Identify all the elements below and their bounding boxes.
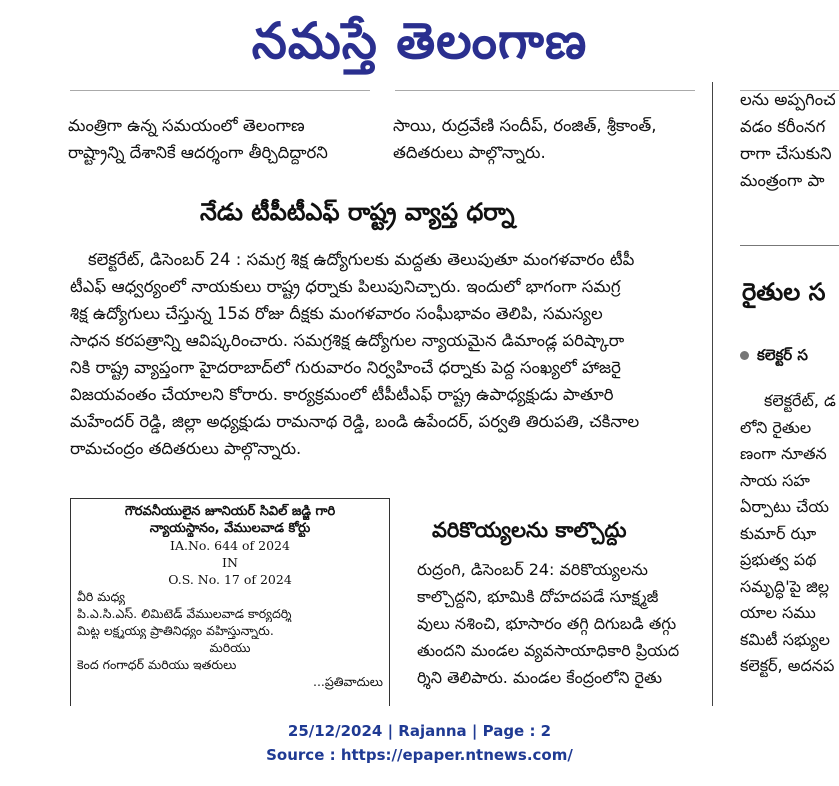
text-line: ప్రభుత్వ పథ [740,550,817,569]
text-line: రాష్ట్రాన్ని దేశానికే ఆదర్శంగా తీర్చిదిద్దారని [68,143,328,162]
notice-os-number: O.S. No. 17 of 2024 [168,572,292,587]
text-line: వులు నశించి, భూసారం తగ్గి దిగుబడి తగ్గు [417,614,677,633]
footer-date-edition: 25/12/2024 | Rajanna | Page : 2 [287,722,552,740]
cut-text-remnant [395,90,695,91]
text-line: ఏర్పాటు చేయ [740,497,829,516]
section-divider [740,245,839,246]
text-line: శిక్ష ఉద్యోగులు చేస్తున్న 15వ రోజు దీక్షకు మంగళవారం సంఘీభావం తెలిపి, సమస్యల [70,304,603,323]
article3-headline: రైతుల స [742,278,826,306]
text-line: సాయి, రుద్రవేణి సందీప్, రంజిత్, శ్రీకాంత్, [393,116,657,135]
text-line: రామచంద్రం తదితరులు పాల్గొన్నారు. [70,439,302,458]
masthead-logo: నమస్తే తెలంగాణ [251,12,588,70]
text-line: యాల సము [740,603,816,622]
text-line: సాధన కరపత్రాన్ని ఆవిష్కరించారు. సమగ్రశిక్ష ఉద్యోగుల న్యాయమైన డిమాండ్ల పరిష్కారా [70,331,625,350]
article3-body [740,388,839,680]
text-line: రుద్రంగి, డిసెంబర్ 24: వరికొయ్యలను [417,560,648,579]
text-line: కాల్చొద్దని, భూమికి దోహదపడే సూక్ష్మజీ [417,587,659,606]
article2-headline: వరికొయ్యలను కాల్చొద్దు [432,518,627,542]
text-line: కమిటీ సభ్యుల [740,629,830,649]
text-line: లోని రైతుల [740,417,812,437]
notice-ia-number: IA.No. 644 of 2024 [170,538,290,553]
text-line: కుమార్ ఝా [740,523,817,543]
bullet-icon [740,351,749,360]
text-line: ర్శిని తెలిపారు. మండల కేంద్రంలోని రైతు [417,668,662,687]
text-line: మహేందర్ రెడ్డి, జిల్లా అధ్యక్షుడు రామనాథ రెడ్డి, బండి ఉపేందర్, పర్వతి తిరుపతి, చకినాల [70,412,640,431]
subhead-text: కలెక్టర్ స [757,346,808,364]
article3-subhead [740,346,808,368]
notice-title: గౌరవనీయులైన జూనియర్ సివిల్ జడ్జి గారి [124,504,336,519]
notice-court: న్యాయస్థానం, వేములవాడ కోర్టు [149,521,311,536]
text-line: కలెక్టరేట్, డ [764,391,836,410]
text-line: లను అప్పగించ [740,90,836,109]
col3-continuation [740,86,839,194]
text-line: టీఎఫ్ ఆధ్వర్యంలో నాయకులు రాష్ట్ర ధర్నాకు పిలుపునిచ్చారు. ఇందులో భాగంగా సమగ్ర [70,277,621,296]
notice-party1-rep: మిట్ట లక్ష్మయ్య ప్రాతినిధ్యం వహిస్తున్నారు. [77,623,274,638]
cut-text-remnant [70,90,370,91]
notice-party1: పి.ఎ.సి.ఎస్. లిమిటెడ్ వేములవాడ కార్యదర్శి [77,606,292,621]
legal-notice-box [70,498,390,706]
text-line: నికి రాష్ట్ర వ్యాప్తంగా హైదరాబాద్‌లో గురువారం నిర్వహించే ధర్నాకు పెద్ద సంఖ్యలో హాజరై [70,358,621,377]
col2-continuation [393,112,698,166]
text-line: రాగా చేసుకుని [740,144,832,163]
text-line: వడం కరీంనగ [740,117,826,136]
text-line: మంత్రంగా పా [740,171,825,190]
notice-respondents: ...ప్రతివాదులు [312,674,383,689]
newspaper-page [0,82,839,706]
text-line: తదితరులు పాల్గొన్నారు. [393,143,546,162]
text-line: మంత్రిగా ఉన్న సమయంలో తెలంగాణ [68,116,305,135]
text-line: సాయ సహ [740,470,810,490]
notice-party2: కెంద గంగాధర్ మరియు ఇతరులు [77,657,237,672]
col1-continuation [68,112,368,166]
footer-source: Source : https://epaper.ntnews.com/ [266,746,573,764]
notice-and: మరియు [209,640,251,655]
article1-body [70,246,695,462]
article2-body [417,556,702,691]
notice-between: వీరి మధ్య [77,589,125,604]
notice-in: IN [222,555,238,570]
text-line: కలెక్టరేట్, డిసెంబర్ 24 : సమగ్ర శిక్ష ఉద్యోగులకు మద్దతు తెలుపుతూ మంగళవారం టీపీ [88,250,635,269]
article1-headline: నేడు టీపీటీఎఫ్ రాష్ట్ర వ్యాప్త ధర్నా [200,198,515,226]
text-line: తుందని మండల వ్యవసాయాధికారి ప్రియద [417,641,680,660]
text-line: సమృద్ధి'పై జిల్ల [740,576,830,596]
text-line: ణంగా నూతన [740,444,827,463]
text-line: విజయవంతం చేయాలని కోరారు. కార్యక్రమంలో టీపీటీఎఫ్ రాష్ట్ర ఉపాధ్యక్షుడు పాతూరి [70,385,614,404]
text-line: కలెక్టర్, అదనప [740,656,835,675]
column-divider [712,82,713,706]
